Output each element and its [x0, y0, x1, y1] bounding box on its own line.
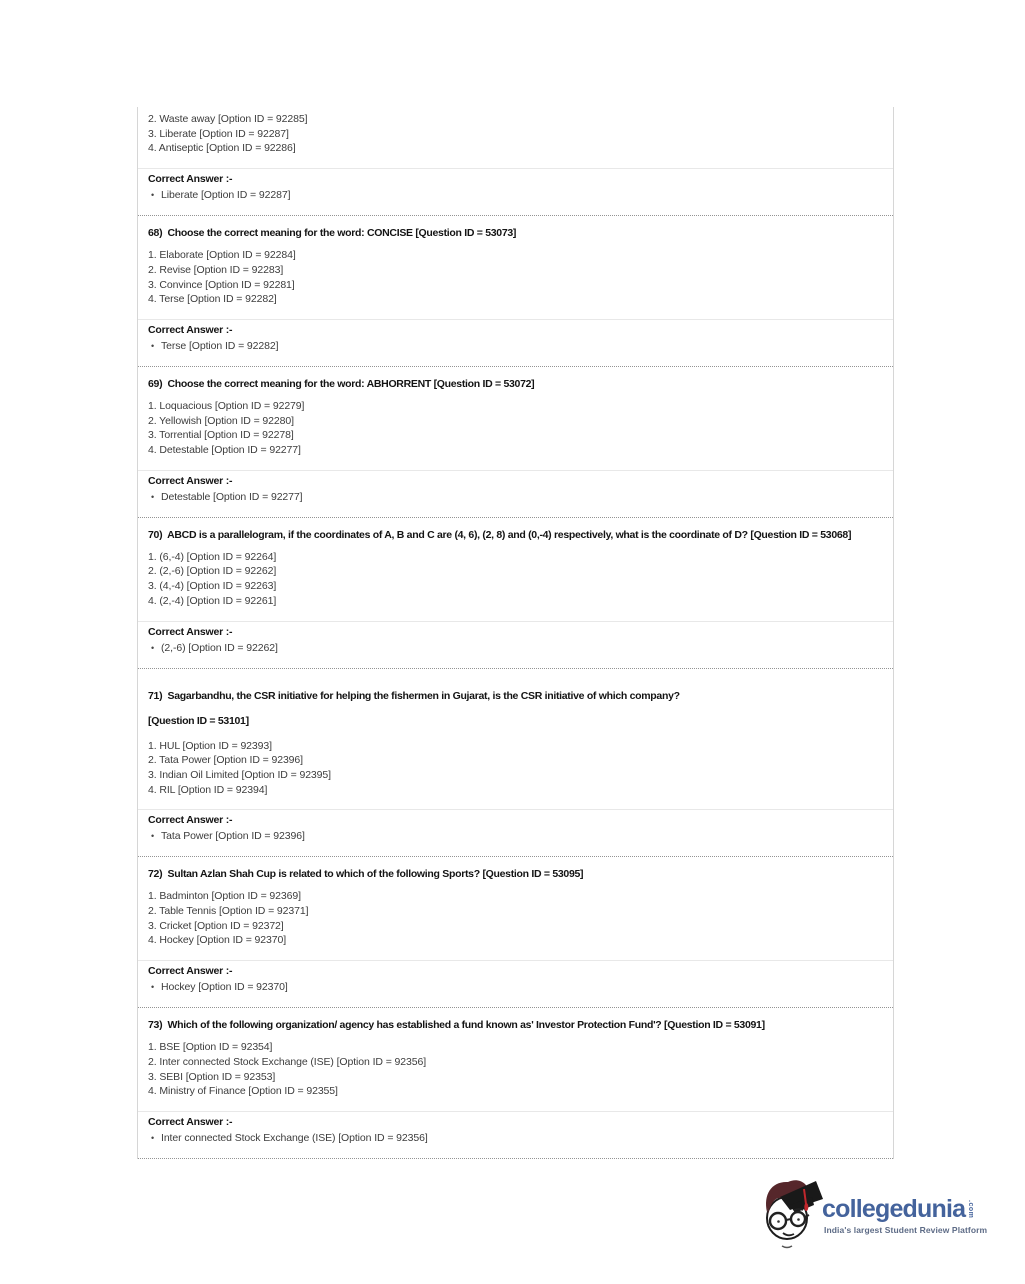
question-header: 73) Which of the following organization/ agency has established a fund known as' Investor Protection Fund'? [Question ID = 53091] — [148, 1019, 765, 1032]
question-header: 68) Choose the correct meaning for the word: CONCISE [Question ID = 53073] — [148, 227, 517, 240]
question-header: 72) Sultan Azlan Shah Cup is related to which of the following Sports? [Question ID = 53095] — [148, 868, 584, 881]
question-block — [138, 857, 893, 1008]
options-list — [138, 1040, 893, 1099]
option-item: 3. SEBI [Option ID = 92353] — [148, 1070, 276, 1083]
option-item: 4. Detestable [Option ID = 92277] — [148, 444, 301, 457]
option-item: 3. Cricket [Option ID = 92372] — [148, 919, 284, 932]
answer-section — [138, 1111, 893, 1158]
answer-item — [148, 489, 883, 506]
option-item: 2. Inter connected Stock Exchange (ISE) [Option ID = 92356] — [148, 1055, 427, 1068]
answer-section — [138, 621, 893, 668]
option-item: 2. Waste away [Option ID = 92285] — [148, 113, 308, 125]
option-item: 2. Yellowish [Option ID = 92280] — [148, 414, 294, 427]
mascot-eye — [777, 1220, 780, 1223]
brand-row — [822, 1195, 974, 1224]
question-header: 71) Sagarbandhu, the CSR initiative for helping the fishermen in Gujarat, is the CSR initiative of which company? — [148, 689, 680, 702]
answer-label: Correct Answer :- — [148, 1115, 233, 1128]
options-list — [138, 248, 893, 307]
question-header: 70) ABCD is a parallelogram, if the coordinates of A, B and C are (4, 6), (2, 8) and (0,-4) respectively, what is the coordinate of D? [Question ID = 53068] — [148, 528, 852, 541]
options-list — [138, 550, 893, 609]
option-item: 3. Indian Oil Limited [Option ID = 92395] — [148, 768, 331, 781]
option-item: 4. RIL [Option ID = 92394] — [148, 783, 268, 796]
answer-label: Correct Answer :- — [148, 625, 233, 638]
option-item: 1. BSE [Option ID = 92354] — [148, 1041, 273, 1054]
question-list — [138, 107, 893, 1159]
question-block — [138, 669, 893, 858]
option-item: 2. Table Tennis [Option ID = 92371] — [148, 905, 309, 918]
bullet-icon: • — [151, 491, 155, 502]
bullet-icon: • — [151, 642, 155, 653]
answer-text: Inter connected Stock Exchange (ISE) [Option ID = 92356] — [161, 1131, 428, 1144]
answer-item — [148, 640, 883, 657]
question-header: 69) Choose the correct meaning for the word: ABHORRENT [Question ID = 53072] — [148, 377, 535, 390]
answer-label: Correct Answer :- — [148, 814, 233, 827]
answer-text: Detestable [Option ID = 92277] — [161, 490, 303, 503]
bullet-icon: • — [151, 340, 155, 351]
option-item: 2. Tata Power [Option ID = 92396] — [148, 754, 303, 767]
answer-text: Hockey [Option ID = 92370] — [161, 981, 288, 994]
answer-label: Correct Answer :- — [148, 323, 233, 336]
answer-item — [148, 979, 883, 996]
option-item: 3. Liberate [Option ID = 92287] — [148, 127, 289, 140]
brand-tagline: India's largest Student Review Platform — [824, 1225, 988, 1235]
answer-section — [138, 470, 893, 517]
answer-text: Terse [Option ID = 92282] — [161, 339, 279, 352]
options-list — [138, 107, 893, 156]
answer-text: Liberate [Option ID = 92287] — [161, 189, 291, 202]
mascot-chin-mark — [782, 1246, 792, 1248]
question-id-line: [Question ID = 53101] — [148, 714, 249, 727]
options-list — [138, 739, 893, 798]
option-item: 4. Antiseptic [Option ID = 92286] — [148, 142, 296, 155]
answer-section — [138, 960, 893, 1007]
brand-name: collegedunia — [822, 1195, 966, 1223]
option-item: 1. (6,-4) [Option ID = 92264] — [148, 550, 277, 563]
collegedunia-mascot-icon — [762, 1176, 824, 1254]
answer-label: Correct Answer :- — [148, 173, 233, 186]
question-block — [138, 1008, 893, 1159]
answer-label: Correct Answer :- — [148, 474, 233, 487]
option-item: 1. HUL [Option ID = 92393] — [148, 739, 272, 752]
option-item: 3. (4,-4) [Option ID = 92263] — [148, 580, 277, 593]
answer-section — [138, 809, 893, 856]
answer-text: Tata Power [Option ID = 92396] — [161, 830, 305, 843]
question-block — [138, 518, 893, 669]
option-item: 2. (2,-6) [Option ID = 92262] — [148, 565, 277, 578]
option-item: 3. Convince [Option ID = 92281] — [148, 278, 295, 291]
option-item: 1. Badminton [Option ID = 92369] — [148, 890, 301, 903]
option-item: 4. (2,-4) [Option ID = 92261] — [148, 594, 277, 607]
bullet-icon: • — [151, 190, 155, 201]
options-list — [138, 399, 893, 458]
answer-item — [148, 828, 883, 845]
answer-text: (2,-6) [Option ID = 92262] — [161, 641, 278, 654]
bullet-icon: • — [151, 1132, 155, 1143]
option-item: 4. Ministry of Finance [Option ID = 92355] — [148, 1085, 338, 1098]
options-list — [138, 889, 893, 948]
option-item: 4. Terse [Option ID = 92282] — [148, 293, 277, 306]
question-block — [138, 216, 893, 367]
bullet-icon: • — [151, 831, 155, 842]
answer-section — [138, 319, 893, 366]
answer-item — [148, 187, 883, 204]
option-item: 3. Torrential [Option ID = 92278] — [148, 429, 294, 442]
answer-item — [148, 1130, 883, 1147]
question-block — [138, 107, 893, 216]
bullet-icon: • — [151, 982, 155, 993]
question-block — [138, 367, 893, 518]
brand-domain-suffix: .com — [967, 1199, 975, 1218]
answer-section — [138, 168, 893, 215]
option-item: 1. Elaborate [Option ID = 92284] — [148, 249, 296, 262]
answer-label: Correct Answer :- — [148, 965, 233, 978]
option-item: 2. Revise [Option ID = 92283] — [148, 263, 284, 276]
option-item: 1. Loquacious [Option ID = 92279] — [148, 399, 305, 412]
exam-answer-key-document — [137, 107, 894, 1159]
option-item: 4. Hockey [Option ID = 92370] — [148, 934, 287, 947]
answer-item — [148, 338, 883, 355]
collegedunia-logo — [762, 1176, 1017, 1260]
